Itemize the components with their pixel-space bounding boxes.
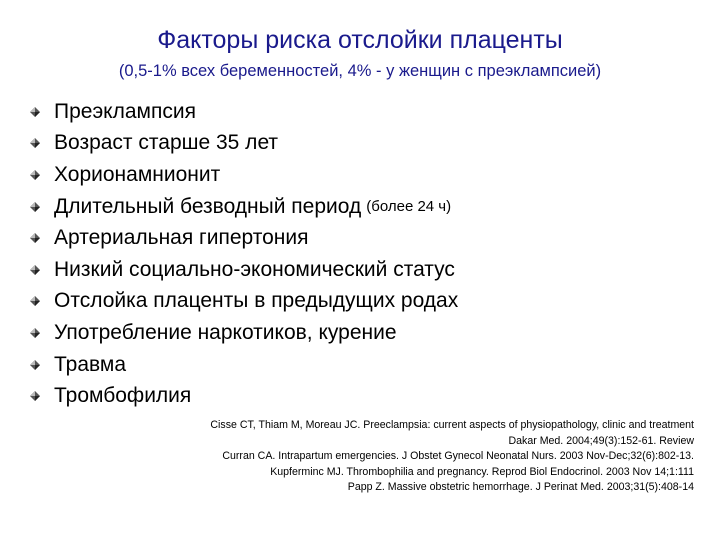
list-item (28, 191, 458, 223)
list-item (28, 380, 458, 412)
diamond-bullet-icon (28, 136, 42, 150)
reference-line: Kupferminc MJ. Thrombophilia and pregnancy. Reprod Biol Endocrinol. 2003 Nov 14;1:111 (270, 465, 694, 478)
diamond-bullet-icon (28, 389, 42, 403)
risk-factor-list (28, 96, 458, 412)
list-item-text: Преэклампсия (54, 99, 196, 123)
list-item-text: Отслойка плаценты в предыдущих родах (54, 289, 459, 313)
list-item (28, 96, 458, 128)
references (210, 418, 694, 496)
list-item (28, 286, 458, 318)
list-item-text: Длительный безводный период (54, 194, 362, 218)
diamond-bullet-icon (28, 105, 42, 119)
list-item-text: Артериальная гипертония (54, 226, 309, 250)
diamond-bullet-icon (28, 200, 42, 214)
reference-line: Curran CA. Intrapartum emergencies. J Obstet Gynecol Neonatal Nurs. 2003 Nov-Dec;32(6):802-13. (222, 450, 694, 463)
list-item (28, 159, 458, 191)
reference-line: Dakar Med. 2004;49(3):152-61. Review (508, 434, 694, 447)
list-item-note: (более 24 ч) (366, 198, 452, 216)
slide-subtitle: (0,5-1% всех беременностей, 4% - у женщин с преэклампсией) (118, 62, 602, 80)
diamond-bullet-icon (28, 263, 42, 277)
list-item (28, 254, 458, 286)
list-item-text: Травма (54, 352, 127, 376)
diamond-bullet-icon (28, 231, 42, 245)
slide-title: Факторы риска отслойки плаценты (157, 26, 563, 54)
list-item (28, 317, 458, 349)
diamond-bullet-icon (28, 168, 42, 182)
list-item (28, 128, 458, 160)
list-item-text: Хориoнамнионит (54, 162, 221, 186)
diamond-bullet-icon (28, 294, 42, 308)
list-item-text: Низкий социально-экономический статус (54, 257, 455, 281)
list-item-text: Употребление наркотиков, курение (54, 320, 397, 344)
diamond-bullet-icon (28, 326, 42, 340)
list-item-text: Возраст старше 35 лет (54, 131, 279, 155)
reference-line: Papp Z. Massive obstetric hemorrhage. J Perinat Med. 2003;31(5):408-14 (347, 481, 694, 494)
list-item (28, 222, 458, 254)
list-item (28, 349, 458, 381)
reference-line: Cisse CT, Thiam M, Moreau JC. Preeclampsia: current aspects of physiopathology, clinic and treatment (210, 419, 694, 431)
diamond-bullet-icon (28, 358, 42, 372)
list-item-text: Тромбофилия (54, 384, 192, 408)
